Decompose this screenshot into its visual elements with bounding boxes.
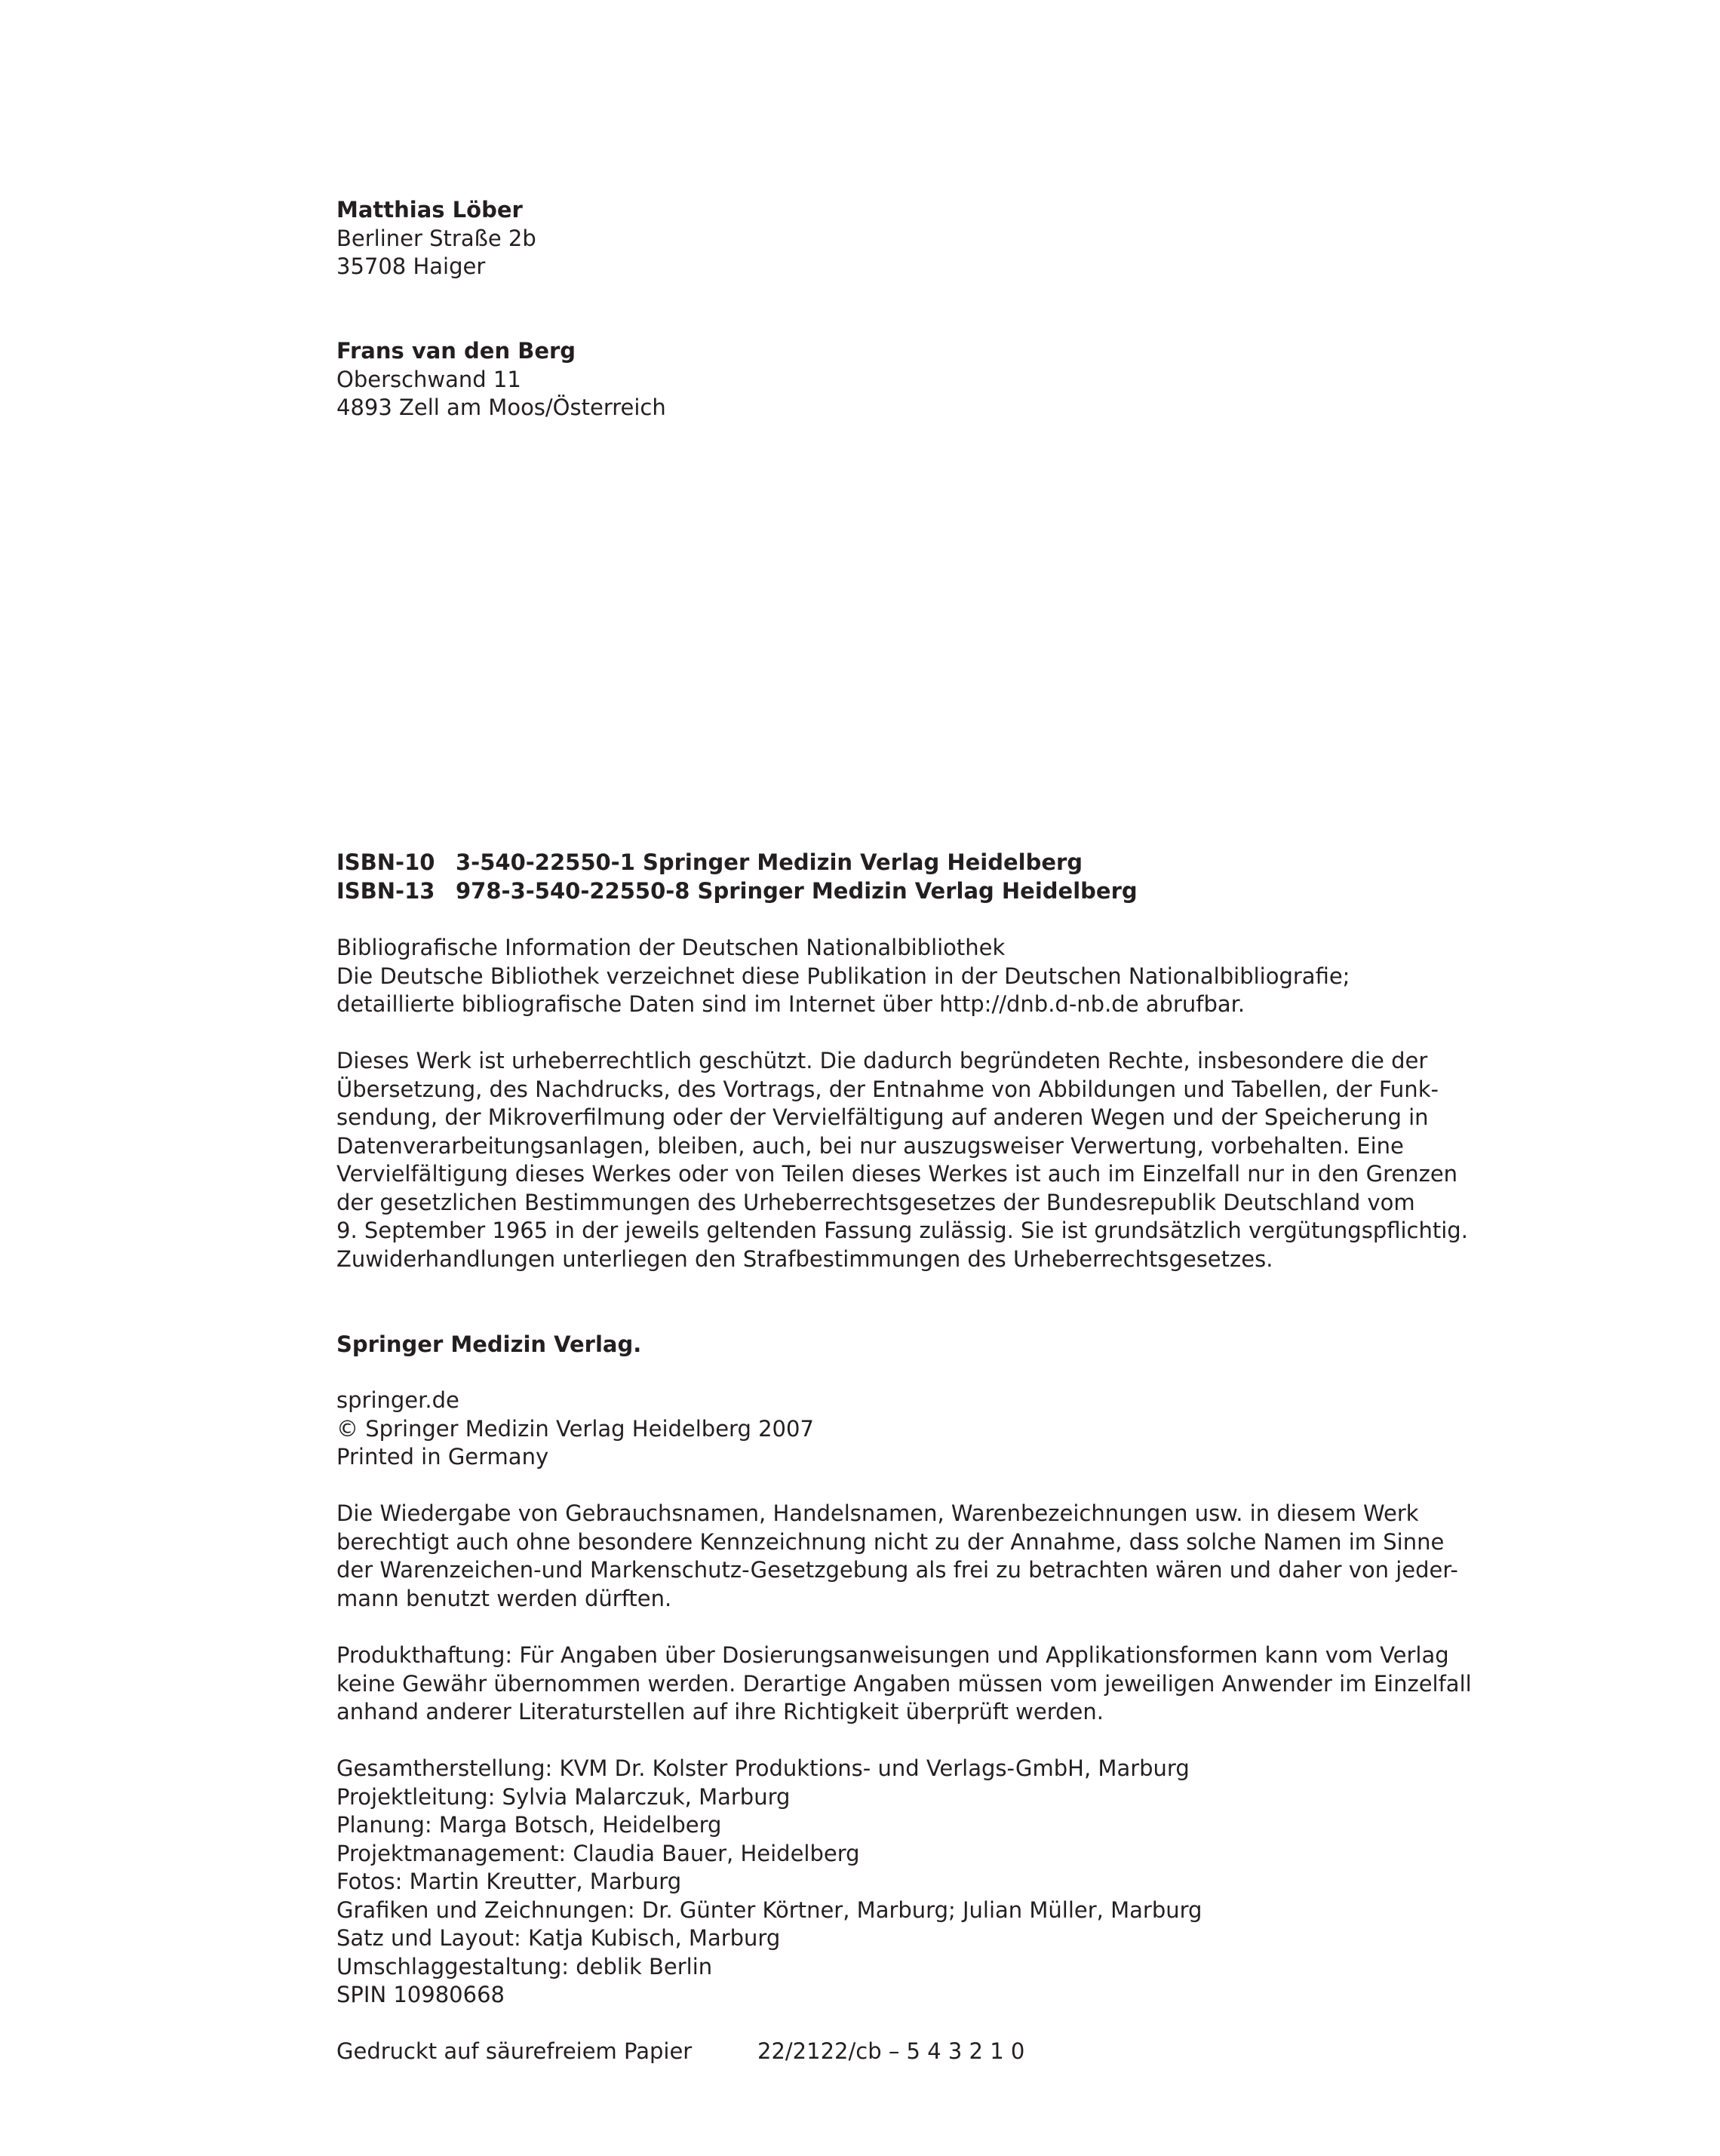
- author-address-1: [336, 196, 1468, 281]
- footer-line: [336, 2038, 1468, 2066]
- credit-line: Projektleitung: Sylvia Malarczuk, Marburg: [336, 1783, 791, 1810]
- isbn-label: ISBN-10: [336, 849, 435, 875]
- credit-line: Planung: Marga Botsch, Heidelberg: [336, 1812, 722, 1838]
- text-line: 9. September 1965 in der jeweils geltenden Fassung zulässig. Sie ist grundsätzlich vergütungspflichtig.: [336, 1218, 1468, 1243]
- text-line: mann benutzt werden dürften.: [336, 1585, 672, 1611]
- isbn-value: 3-540-22550-1 Springer Medizin Verlag Heidelberg: [456, 849, 1083, 875]
- credit-line: Satz und Layout: Katja Kubisch, Marburg: [336, 1925, 781, 1951]
- credit-line: Gesamtherstellung: KVM Dr. Kolster Produktions- und Verlags-GmbH, Marburg: [336, 1755, 1190, 1781]
- author-name: Frans van den Berg: [336, 338, 576, 364]
- text-line: anhand anderer Literaturstellen auf ihre Richtigkeit überprüft werden.: [336, 1699, 1104, 1724]
- author-address-2: [336, 337, 1468, 422]
- text-line: Bibliografische Information der Deutschen Nationalbibliothek: [336, 935, 1006, 960]
- text-line: Die Deutsche Bibliothek verzeichnet diese Publikation in der Deutschen Nationalbibliografie;: [336, 963, 1350, 989]
- text-line: keine Gewähr übernommen werden. Derartige Angaben müssen vom jeweiligen Anwender im Einzelfall: [336, 1670, 1472, 1697]
- credit-line: Fotos: Martin Kreutter, Marburg: [336, 1869, 682, 1894]
- text-line: berechtigt auch ohne besondere Kennzeichnung nicht zu der Annahme, dass solche Namen im Sinne: [336, 1528, 1445, 1555]
- isbn-block: [336, 849, 1468, 905]
- isbn-value: 978-3-540-22550-8 Springer Medizin Verlag Heidelberg: [456, 877, 1138, 904]
- author-street: Berliner Straße 2b: [336, 225, 536, 251]
- trademark-notice: [336, 1500, 1468, 1613]
- publisher-info: [336, 1387, 1468, 1472]
- isbn-10-line: [336, 849, 1468, 877]
- text-line: sendung, der Mikroverfilmung oder der Vervielfältigung auf anderen Wegen und der Speicherung in: [336, 1104, 1429, 1130]
- spin-number: SPIN 10980668: [336, 1982, 505, 2007]
- isbn-label: ISBN-13: [336, 877, 435, 904]
- text-line: der Warenzeichen-und Markenschutz-Gesetzgebung als frei zu betrachten wären und daher von jeder-: [336, 1557, 1458, 1583]
- copyright-notice: [336, 1047, 1468, 1273]
- print-footer: [336, 2038, 1468, 2066]
- credit-line: Umschlaggestaltung: deblik Berlin: [336, 1953, 713, 1979]
- author-street: Oberschwand 11: [336, 366, 521, 392]
- text-line: Produkthaftung: Für Angaben über Dosierungsanweisungen und Applikationsformen kann vom Verlag: [336, 1642, 1449, 1668]
- liability-notice: [336, 1642, 1472, 1727]
- isbn-13-line: [336, 877, 1468, 906]
- credit-line: Projektmanagement: Claudia Bauer, Heidelberg: [336, 1840, 860, 1866]
- text-line: Übersetzung, des Nachdrucks, des Vortrags, der Entnahme von Abbildungen und Tabellen, der Funk-: [336, 1076, 1439, 1102]
- text-line: Die Wiedergabe von Gebrauchsnamen, Handelsnamen, Warenbezeichnungen usw. in diesem Werk: [336, 1500, 1419, 1526]
- copyright-line: © Springer Medizin Verlag Heidelberg 2007: [336, 1415, 814, 1442]
- text-line: Vervielfältigung dieses Werkes oder von Teilen dieses Werkes ist auch im Einzelfall nur in den Grenzen: [336, 1161, 1458, 1187]
- bibliographic-info: [336, 934, 1468, 1019]
- text-line: Datenverarbeitungsanlagen, bleiben, auch, bei nur auszugsweiser Verwertung, vorbehalten. Eine: [336, 1132, 1404, 1159]
- publisher-website: springer.de: [336, 1387, 459, 1413]
- text-line: der gesetzlichen Bestimmungen des Urheberrechtsgesetzes der Bundesrepublik Deutschland vom: [336, 1189, 1415, 1215]
- paper-note: Gedruckt auf säurefreiem Papier: [336, 2038, 693, 2064]
- publisher-name: Springer Medizin Verlag.: [336, 1331, 642, 1357]
- text-line: Zuwiderhandlungen unterliegen den Strafbestimmungen des Urheberrechtsgesetzes.: [336, 1245, 1273, 1272]
- credit-line: Grafiken und Zeichnungen: Dr. Günter Körtner, Marburg; Julian Müller, Marburg: [336, 1896, 1202, 1923]
- text-line: Dieses Werk ist urheberrechtlich geschützt. Die dadurch begründeten Rechte, insbesondere die der: [336, 1048, 1428, 1073]
- print-code: 22/2122/cb – 5 4 3 2 1 0: [757, 2038, 1025, 2064]
- author-city: 4893 Zell am Moos/Österreich: [336, 395, 666, 420]
- production-credits: [336, 1755, 1468, 2010]
- author-city: 35708 Haiger: [336, 253, 486, 279]
- author-name: Matthias Löber: [336, 197, 523, 223]
- printed-in-line: Printed in Germany: [336, 1444, 549, 1470]
- text-line: detaillierte bibliografische Daten sind im Internet über http://dnb.d-nb.de abrufbar.: [336, 991, 1245, 1017]
